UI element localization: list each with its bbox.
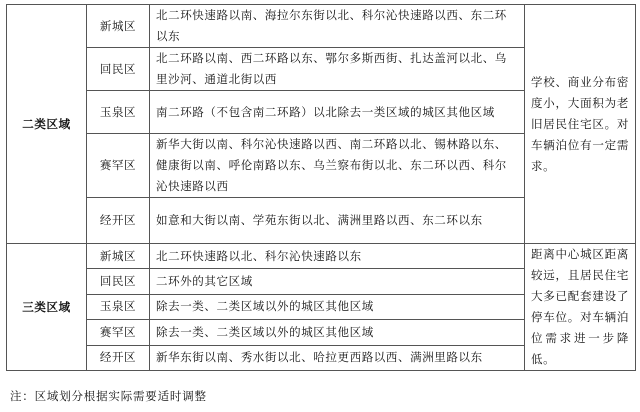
area-cell: 二环外的其它区域 (150, 269, 525, 294)
area-cell: 北二环快速路以南、海拉尔东街以北、科尔沁快速路以西、东二环以东 (150, 5, 525, 48)
area-cell: 除去一类、二类区域以外的城区其他区域 (150, 294, 525, 319)
district-cell: 赛罕区 (87, 320, 150, 345)
district-cell: 经开区 (87, 198, 150, 244)
district-cell: 回民区 (87, 48, 150, 91)
category-note (525, 244, 636, 371)
area-cell: 如意和大街以南、学苑东街以北、满洲里路以西、东二环以东 (150, 198, 525, 244)
category-label: 三类区域 (7, 244, 87, 371)
district-cell: 新城区 (87, 5, 150, 48)
table-row (7, 5, 636, 48)
category-label: 二类区域 (7, 5, 87, 244)
area-cell: 除去一类、二类区域以外的城区其他区域 (150, 320, 525, 345)
category-note-text: 距离中心城区距离较远，且居民住宅大多已配套建设了停车位。对车辆泊位需求进一步降低。 (531, 247, 629, 366)
zone-table (6, 4, 636, 371)
area-cell: 南二环路（不包含南二环路）以北除去一类区域的城区其他区域 (150, 91, 525, 134)
district-cell: 经开区 (87, 345, 150, 370)
category-note (525, 5, 636, 244)
area-cell: 新华东街以南、秀水街以北、哈拉更西路以西、满洲里路以东 (150, 345, 525, 370)
area-cell: 北二环快速路以北、科尔沁快速路以东 (150, 244, 525, 269)
district-cell: 回民区 (87, 269, 150, 294)
area-cell: 北二环路以南、西二环路以东、鄂尔多斯西街、扎达盖河以北、乌里沙河、通道北街以西 (150, 48, 525, 91)
category-note-text: 学校、商业分布密度小，大面积为老旧居民住宅区。对车辆泊位有一定需求。 (531, 74, 629, 173)
district-cell: 玉泉区 (87, 294, 150, 319)
area-cell: 新华大街以南、科尔沁快速路以西、南二环路以北、锡林路以东、健康街以南、呼伦南路以东、乌兰察布街以北、东二环以西、科尔沁快速路以西 (150, 134, 525, 198)
district-cell: 赛罕区 (87, 134, 150, 198)
district-cell: 新城区 (87, 244, 150, 269)
table-row (7, 244, 636, 269)
footnote: 注：区域划分根据实际需要适时调整 (10, 389, 207, 403)
district-cell: 玉泉区 (87, 91, 150, 134)
